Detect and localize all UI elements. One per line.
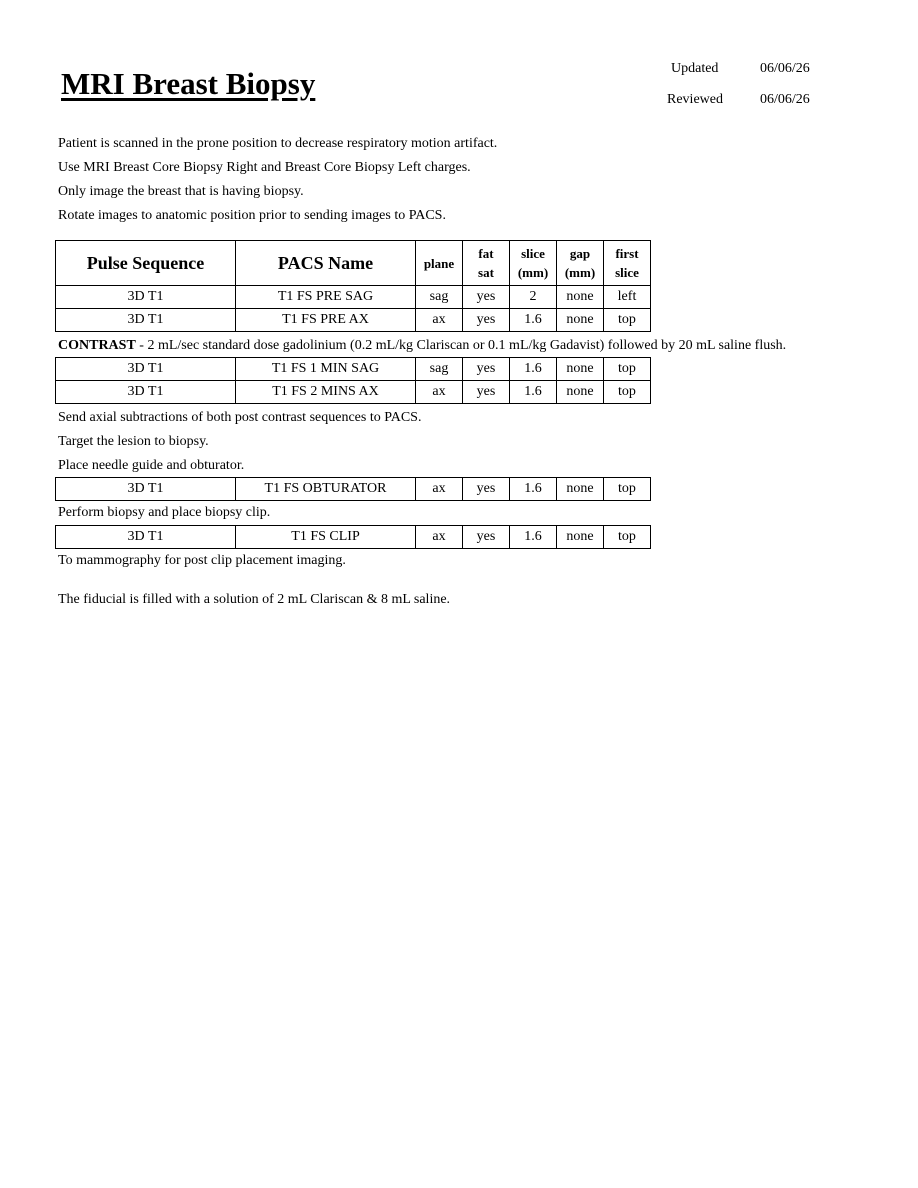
cell-slice: 1.6: [510, 358, 557, 381]
cell-pulse-sequence: 3D T1: [56, 309, 236, 332]
table-header-row: [56, 241, 651, 286]
header-fat-sat: fat sat: [463, 241, 510, 286]
cell-slice: 1.6: [510, 478, 557, 501]
cell-slice: 1.6: [510, 309, 557, 332]
cell-gap: none: [557, 526, 604, 549]
cell-first-slice: top: [604, 478, 651, 501]
cell-gap: none: [557, 478, 604, 501]
cell-pacs-name: T1 FS 1 MIN SAG: [236, 358, 416, 381]
table-row: [56, 381, 651, 404]
reviewed-label: Reviewed: [667, 92, 723, 107]
cell-pulse-sequence: 3D T1: [56, 526, 236, 549]
cell-pulse-sequence: 3D T1: [56, 286, 236, 309]
cell-fat-sat: yes: [463, 309, 510, 332]
intro-instructions: [58, 132, 497, 228]
post-contrast-sequence-table: [55, 357, 651, 404]
intro-line: Only image the breast that is having biopsy.: [58, 184, 304, 199]
header-gap: gap (mm): [557, 241, 604, 286]
cell-pulse-sequence: 3D T1: [56, 381, 236, 404]
intro-line: Use MRI Breast Core Biopsy Right and Breast Core Biopsy Left charges.: [58, 160, 471, 175]
header-slice: slice (mm): [510, 241, 557, 286]
page-title: MRI Breast Biopsy: [61, 66, 316, 101]
intro-line: Rotate images to anatomic position prior to sending images to PACS.: [58, 208, 446, 223]
cell-plane: sag: [416, 358, 463, 381]
table-row: [56, 309, 651, 332]
cell-first-slice: top: [604, 381, 651, 404]
contrast-label: CONTRAST: [58, 338, 136, 353]
cell-fat-sat: yes: [463, 381, 510, 404]
updated-date: 06/06/26: [760, 61, 810, 76]
cell-plane: ax: [416, 309, 463, 332]
table-row: [56, 286, 651, 309]
cell-slice: 1.6: [510, 381, 557, 404]
intro-line: Patient is scanned in the prone position to decrease respiratory motion artifact.: [58, 136, 498, 151]
reviewed-date: 06/06/26: [760, 92, 810, 107]
cell-plane: ax: [416, 381, 463, 404]
post-contrast-note: Target the lesion to biopsy.: [58, 434, 209, 449]
table-row: [56, 526, 651, 549]
header-pacs-name: PACS Name: [236, 241, 416, 286]
mammography-note: To mammography for post clip placement imaging.: [58, 553, 346, 568]
cell-pulse-sequence: 3D T1: [56, 358, 236, 381]
cell-fat-sat: yes: [463, 478, 510, 501]
table-row: [56, 478, 651, 501]
cell-pacs-name: T1 FS PRE AX: [236, 309, 416, 332]
cell-gap: none: [557, 286, 604, 309]
cell-pacs-name: T1 FS CLIP: [236, 526, 416, 549]
header-plane: plane: [416, 241, 463, 286]
cell-gap: none: [557, 309, 604, 332]
cell-first-slice: top: [604, 309, 651, 332]
cell-pacs-name: T1 FS OBTURATOR: [236, 478, 416, 501]
contrast-note: [58, 338, 786, 354]
cell-fat-sat: yes: [463, 358, 510, 381]
biopsy-note: Perform biopsy and place biopsy clip.: [58, 505, 271, 520]
cell-first-slice: left: [604, 286, 651, 309]
cell-gap: none: [557, 381, 604, 404]
cell-pacs-name: T1 FS 2 MINS AX: [236, 381, 416, 404]
contrast-text: - 2 mL/sec standard dose gadolinium (0.2 mL/kg Clariscan or 0.1 mL/kg Gadavist) followed by 20 mL saline flush.: [135, 338, 787, 353]
header-first-slice: first slice: [604, 241, 651, 286]
cell-slice: 2: [510, 286, 557, 309]
clip-sequence-table: [55, 525, 651, 549]
cell-first-slice: top: [604, 526, 651, 549]
cell-gap: none: [557, 358, 604, 381]
cell-plane: sag: [416, 286, 463, 309]
cell-slice: 1.6: [510, 526, 557, 549]
post-contrast-note: Send axial subtractions of both post contrast sequences to PACS.: [58, 410, 422, 425]
obturator-sequence-table: [55, 477, 651, 501]
fiducial-note: The fiducial is filled with a solution of 2 mL Clariscan & 8 mL saline.: [58, 592, 451, 607]
pre-contrast-sequence-table: [55, 240, 651, 332]
updated-label: Updated: [671, 61, 719, 76]
header-pulse-sequence: Pulse Sequence: [56, 241, 236, 286]
cell-pulse-sequence: 3D T1: [56, 478, 236, 501]
cell-plane: ax: [416, 526, 463, 549]
table-row: [56, 358, 651, 381]
post-contrast-note: Place needle guide and obturator.: [58, 458, 245, 473]
cell-first-slice: top: [604, 358, 651, 381]
cell-fat-sat: yes: [463, 286, 510, 309]
cell-plane: ax: [416, 478, 463, 501]
cell-pacs-name: T1 FS PRE SAG: [236, 286, 416, 309]
cell-fat-sat: yes: [463, 526, 510, 549]
